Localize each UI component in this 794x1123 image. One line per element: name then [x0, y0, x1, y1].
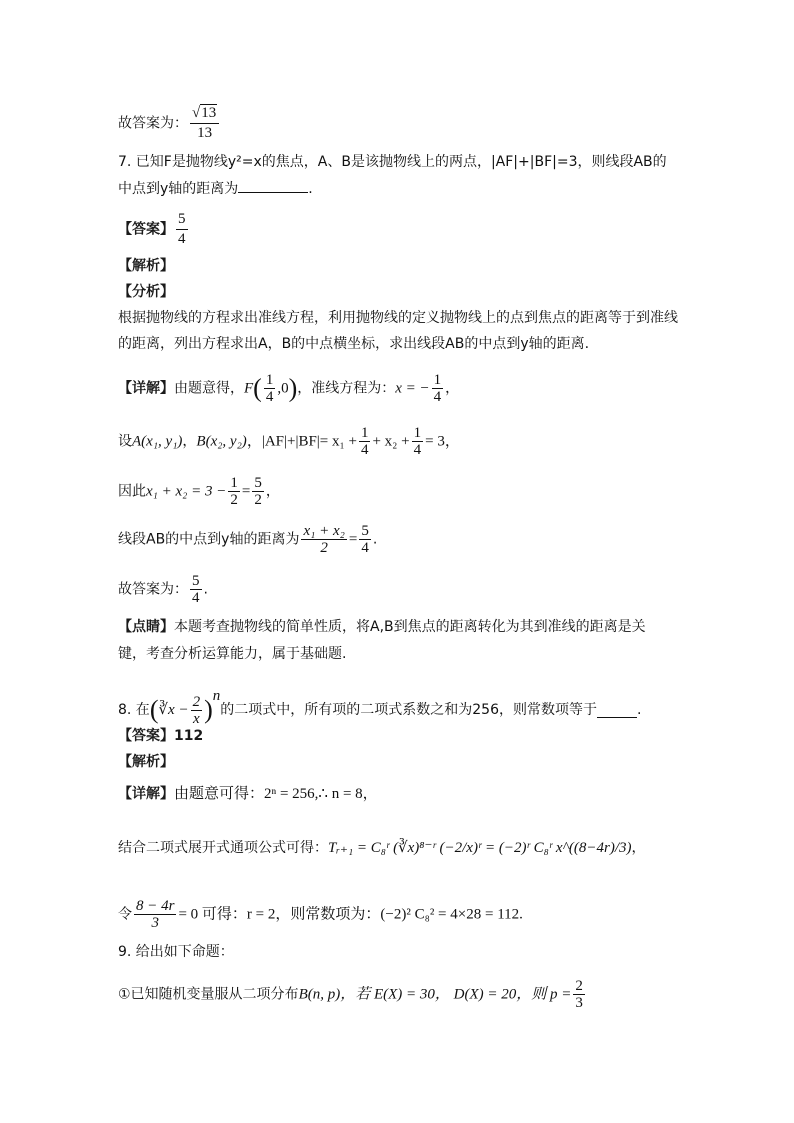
- q7-stem-end: .: [308, 181, 313, 197]
- fraction-denominator: 4: [360, 442, 369, 458]
- fraction-denominator: 13: [197, 125, 213, 141]
- right-paren: ): [288, 373, 298, 403]
- fraction-numerator: 1: [230, 475, 238, 491]
- math-expression: ，|AF|+|BF|= x₁ +: [246, 433, 357, 450]
- q9-item1: [118, 978, 587, 1011]
- fraction-quarter: [264, 372, 276, 405]
- q8-detail-line2: [118, 838, 646, 858]
- fraction-denominator: 2: [254, 492, 262, 508]
- q8-detail-line1: [118, 784, 378, 804]
- dianjing-tag: 【点睛】: [118, 619, 174, 635]
- detail-tag: 【详解】: [118, 786, 174, 802]
- fraction-numerator: 5: [254, 475, 262, 491]
- answer-label: 故答案为：: [118, 115, 188, 132]
- detail-text: = 0 可得：r = 2，则常数项为：(−2)² C₈² = 4×28 = 112.: [178, 906, 523, 923]
- detail-end: .: [372, 531, 378, 548]
- fraction-exponent: [134, 898, 176, 931]
- fraction-denominator: x: [192, 710, 200, 727]
- detail-end: ，: [631, 840, 646, 856]
- sqrt-argument: 13: [201, 105, 217, 121]
- answer-fraction: [190, 573, 202, 606]
- q7-stem-line2: [118, 178, 313, 199]
- detail-text: 由题意可得：2ⁿ = 256,∴ n = 8，: [174, 786, 378, 802]
- fraction-quarter: [359, 425, 371, 458]
- fenxi-tag: 【分析】: [118, 284, 174, 300]
- fraction-numerator: 1: [265, 372, 274, 388]
- fraction-numerator: 1: [433, 372, 442, 388]
- fraction-denominator: 4: [361, 540, 369, 556]
- left-paren: (: [149, 695, 159, 724]
- math-expression: x₁ + x₂ = 3 −: [146, 483, 227, 500]
- detail-text: 线段AB的中点到y轴的距离为: [118, 531, 300, 548]
- dianjing-line2: 键，考查分析运算能力，属于基础题.: [118, 646, 347, 662]
- math-root: ∛x −: [158, 702, 189, 718]
- fenxi-line1: 根据抛物线的方程求出准线方程，利用抛物线的定义抛物线上的点到焦点的距离等于到准线: [118, 310, 678, 326]
- answer-blank: [597, 703, 637, 718]
- fraction-result: [252, 475, 264, 508]
- detail-text: ，准线方程为：: [297, 380, 396, 397]
- dianjing-text: 本题考查抛物线的简单性质，将A,B到焦点的距离转化为其到准线的距离是关: [174, 619, 646, 635]
- detail-line1: [118, 372, 459, 405]
- math-expression: = 3，: [425, 433, 460, 450]
- answer-label: 故答案为：: [118, 581, 188, 598]
- fraction-numerator: 5: [176, 210, 188, 230]
- fraction-denominator: 4: [433, 389, 442, 405]
- fraction-numerator: x₁ + x₂: [303, 523, 345, 539]
- fenxi-line2: 的距离，列出方程求出A，B的中点横坐标，求出线段AB的中点到y轴的距离.: [118, 336, 590, 352]
- detail-line3: [118, 475, 280, 508]
- math-equals: =: [241, 483, 251, 500]
- fraction-denominator: 4: [413, 442, 422, 458]
- math-exponent: n: [212, 688, 221, 704]
- fraction-denominator: 2: [320, 540, 328, 556]
- separator: ，: [182, 433, 197, 450]
- answer-tag: 【答案】: [118, 221, 174, 238]
- fraction-numerator: 5: [192, 573, 200, 589]
- detail-end: ，: [265, 483, 280, 500]
- q8-jiexi-tag: 【解析】: [118, 754, 174, 770]
- detail-tag: 【详解】: [118, 380, 174, 397]
- answer-fraction: [176, 210, 188, 249]
- math-point-B: B(x₂, y₂): [196, 433, 247, 450]
- fraction-denominator: 4: [178, 231, 186, 247]
- math-point-A: A(x₁, y₁): [132, 433, 183, 450]
- fraction-denominator: 2: [230, 492, 238, 508]
- answer-blank: [238, 178, 308, 193]
- fraction-numerator: 8 − 4r: [136, 898, 175, 914]
- fraction-numerator: 2: [192, 693, 201, 710]
- fraction-denominator: 3: [575, 995, 583, 1011]
- q8-detail-line3: [118, 898, 523, 931]
- detail-text: 由题意得，: [174, 380, 244, 397]
- q7-answer-line: [118, 210, 190, 249]
- dianjing-line1: [118, 617, 646, 637]
- detail-text: 设: [118, 433, 132, 450]
- fraction-result: [359, 523, 371, 556]
- fraction-quarter: [412, 425, 424, 458]
- fraction-two-over-x: [191, 694, 203, 727]
- detail-text: 结合二项式展开式通项公式可得：: [118, 840, 328, 856]
- detail-text: 因此: [118, 483, 146, 500]
- fraction-two-thirds: [573, 978, 585, 1011]
- fraction-denominator: 4: [192, 590, 200, 606]
- math-x: x = −: [395, 380, 430, 397]
- q9-item-text: ①已知随机变量服从二项分布: [118, 986, 299, 1003]
- math-zero: ,0: [277, 380, 289, 397]
- final-answer-line: [118, 573, 208, 606]
- detail-text: 令: [118, 906, 132, 923]
- fraction-denominator: 4: [265, 389, 274, 405]
- math-equals: =: [348, 531, 358, 548]
- answer-line-prev: [118, 104, 221, 143]
- fraction-half: [228, 475, 240, 508]
- detail-line2: [118, 425, 460, 458]
- left-paren: (: [253, 373, 262, 403]
- q8-stem-text: 8. 在: [118, 702, 150, 718]
- fraction-numerator: 2: [575, 978, 583, 994]
- math-expression: B(n, p)，若 E(X) = 30， D(X) = 20，则 p =: [298, 986, 572, 1003]
- right-paren: ): [204, 695, 213, 724]
- detail-end: ，: [445, 380, 460, 397]
- q9-stem: 9. 给出如下命题：: [118, 944, 234, 960]
- detail-end: .: [203, 581, 208, 598]
- fraction-numerator: 5: [361, 523, 369, 539]
- answer-fraction: $\frac{√13}{13}$: [190, 104, 219, 143]
- q8-stem-line: [118, 686, 641, 727]
- fraction-numerator: 1: [360, 425, 369, 441]
- q7-stem-text: 中点到y轴的距离为: [118, 181, 239, 197]
- fraction-numerator: 1: [413, 425, 422, 441]
- q7-stem-line1: 7. 已知F是抛物线y²=x的焦点，A、B是该抛物线上的两点，|AF|+|BF|=3，则线段AB的: [118, 154, 667, 170]
- fraction-quarter: [432, 372, 444, 405]
- jiexi-tag: 【解析】: [118, 258, 174, 274]
- math-expression: + x₂ +: [372, 433, 410, 450]
- q8-answer: 【答案】112: [118, 728, 204, 744]
- math-F: F: [244, 380, 254, 397]
- detail-line4: [118, 523, 377, 556]
- q8-stem-text: 的二项式中，所有项的二项式系数之和为256，则常数项等于: [220, 702, 597, 718]
- math-general-term: Tᵣ₊₁ = C₈ʳ (∛x)⁸⁻ʳ (−2/x)ʳ = (−2)ʳ C₈ʳ x^((8−4r)/3): [328, 840, 632, 856]
- fraction-denominator: 3: [151, 915, 159, 931]
- fraction-midpoint: [301, 523, 346, 556]
- q8-stem-end: .: [636, 702, 642, 718]
